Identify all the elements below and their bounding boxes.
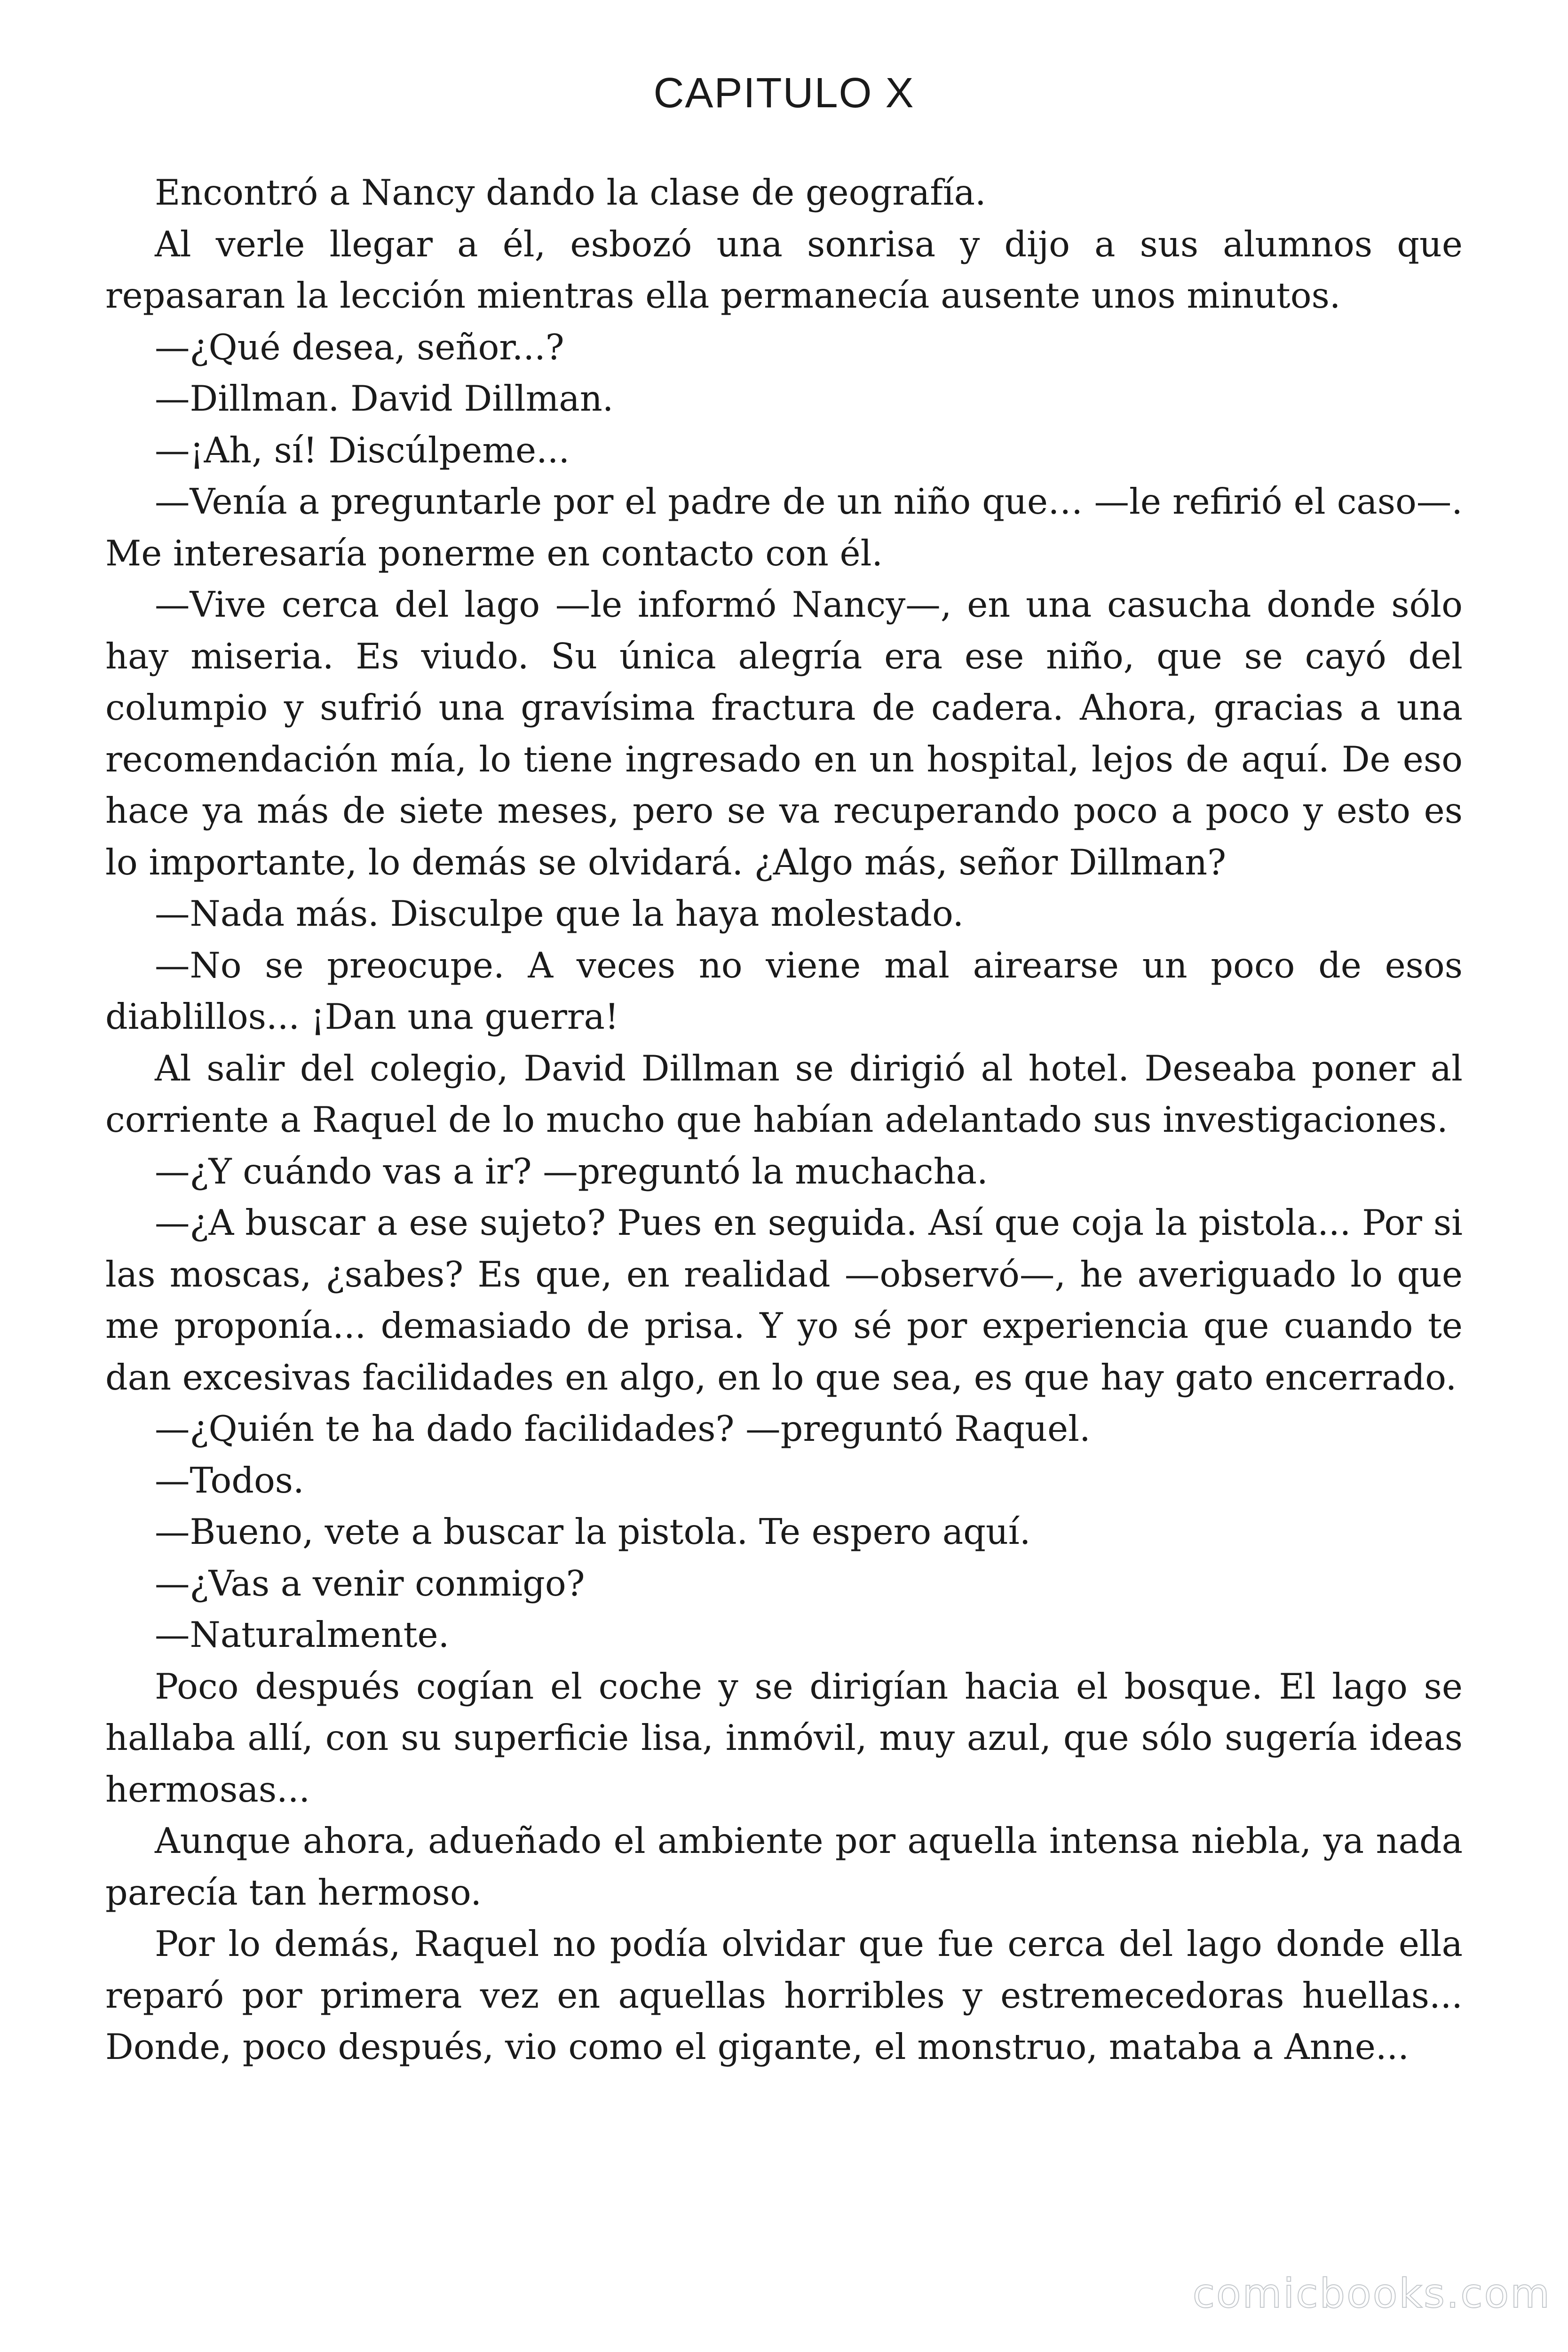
- paragraph: —¡Ah, sí! Discúlpeme...: [155, 429, 570, 471]
- chapter-title: CAPITULO X: [653, 70, 915, 117]
- paragraph: Al verle llegar a él, esbozó una sonrisa y dijo a sus alumnos que repasaran la lección mientras ella permanecía ausente unos minutos.: [105, 223, 1463, 316]
- paragraph: —Todos.: [155, 1460, 304, 1501]
- paragraph: —¿Quién te ha dado facilidades? —preguntó Raquel.: [155, 1408, 1091, 1449]
- paragraph: Al salir del colegio, David Dillman se dirigió al hotel. Deseaba poner al corriente a Raquel de lo mucho que habían adelantado sus investigaciones.: [105, 1048, 1463, 1140]
- watermark: comicbooks.com: [1192, 2270, 1551, 2317]
- paragraph: —¿A buscar a ese sujeto? Pues en seguida. Así que coja la pistola... Por si las moscas, ¿sabes? Es que, en realidad —observó—, he averiguado lo que me proponía... demasiado de prisa. Y yo sé por experiencia que cuando te dan excesivas facilidades en algo, en lo que sea, es que hay gato encerrado.: [105, 1202, 1463, 1398]
- paragraph: —Bueno, vete a buscar la pistola. Te espero aquí.: [155, 1511, 1031, 1552]
- paragraph: —Vive cerca del lago —le informó Nancy—, en una casucha donde sólo hay miseria. Es viudo. Su única alegría era ese niño, que se cayó del columpio y sufrió una gravísima fractura de cadera. Ahora, gracias a una recomendación mía, lo tiene ingresado en un hospital, lejos de aquí. De eso hace ya más de siete meses, pero se va recuperando poco a poco y esto es lo importante, lo demás se olvidará. ¿Algo más, señor Dillman?: [105, 584, 1463, 883]
- book-page: [105, 0, 1463, 2352]
- paragraph: Encontró a Nancy dando la clase de geografía.: [155, 172, 986, 213]
- paragraph: —Dillman. David Dillman.: [155, 378, 614, 419]
- body-text: [105, 167, 1463, 2073]
- paragraph: —Nada más. Disculpe que la haya molestado.: [155, 893, 964, 934]
- paragraph: —Naturalmente.: [155, 1614, 450, 1655]
- paragraph: —Venía a preguntarle por el padre de un niño que… —le refirió el caso—. Me interesaría ponerme en contacto con él.: [105, 481, 1463, 574]
- paragraph: Aunque ahora, adueñado el ambiente por aquella intensa niebla, ya nada parecía tan hermoso.: [105, 1820, 1463, 1913]
- paragraph: Por lo demás, Raquel no podía olvidar que fue cerca del lago donde ella reparó por primera vez en aquellas horribles y estremecedoras huellas... Donde, poco después, vio como el gigante, el monstruo, mataba a Anne...: [105, 1923, 1463, 2067]
- paragraph: —No se preocupe. A veces no viene mal airearse un poco de esos diablillos... ¡Dan una guerra!: [105, 945, 1463, 1037]
- paragraph: Poco después cogían el coche y se dirigían hacia el bosque. El lago se hallaba allí, con su superficie lisa, inmóvil, muy azul, que sólo sugería ideas hermosas...: [105, 1666, 1463, 1810]
- paragraph: —¿Vas a venir conmigo?: [155, 1563, 585, 1604]
- paragraph: —¿Y cuándo vas a ir? —preguntó la muchacha.: [155, 1151, 988, 1192]
- paragraph: —¿Qué desea, señor...?: [155, 326, 564, 368]
